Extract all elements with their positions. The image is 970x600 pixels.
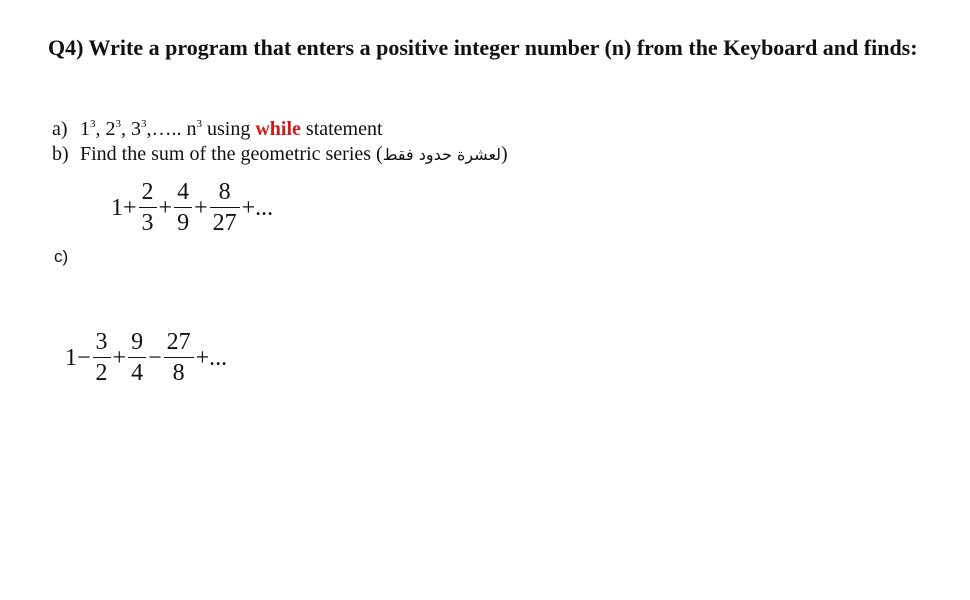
item-a	[52, 117, 383, 141]
operator: +...	[195, 344, 228, 371]
formula-b-lead: 1+	[111, 194, 137, 221]
item-a-text-post: statement	[300, 118, 383, 140]
fraction: $\frac{4}{9}$	[174, 180, 192, 235]
operator: −	[148, 344, 162, 371]
item-a-text-pre: using	[202, 118, 256, 140]
operator: +	[112, 344, 127, 371]
item-b	[52, 142, 508, 167]
term-1: $1^3$,	[80, 118, 106, 140]
item-b-close: )	[501, 143, 508, 165]
while-keyword: while	[255, 118, 301, 140]
item-a-marker: a)	[52, 118, 68, 140]
fraction: $\frac{2}{3}$	[139, 180, 157, 235]
fraction: $\frac{9}{4}$	[128, 330, 146, 385]
question-heading: Q4) Write a program that enters a positive integer number (n) from the Keyboard and finds:	[48, 35, 918, 60]
fraction: $\frac{8}{27}$	[210, 180, 240, 235]
operator: +	[194, 194, 208, 221]
item-b-marker: b)	[52, 143, 69, 165]
term-2: $2^3$,	[105, 118, 131, 140]
arabic-note: لعشرة حدود فقط	[382, 145, 502, 164]
operator: +...	[241, 194, 274, 221]
series-formula-b	[110, 180, 274, 235]
fraction: $\frac{3}{2}$	[93, 330, 111, 385]
term-3: $3^3,\dots$..	[131, 118, 187, 140]
operator: +	[158, 194, 173, 221]
term-n: $n^3$	[186, 118, 202, 140]
item-b-text: Find the sum of the geometric series (	[80, 143, 383, 165]
formula-c-lead: 1−	[65, 344, 91, 371]
series-formula-c	[64, 330, 228, 385]
fraction: $\frac{27}{8}$	[164, 330, 194, 385]
item-c-marker: c)	[54, 247, 69, 266]
